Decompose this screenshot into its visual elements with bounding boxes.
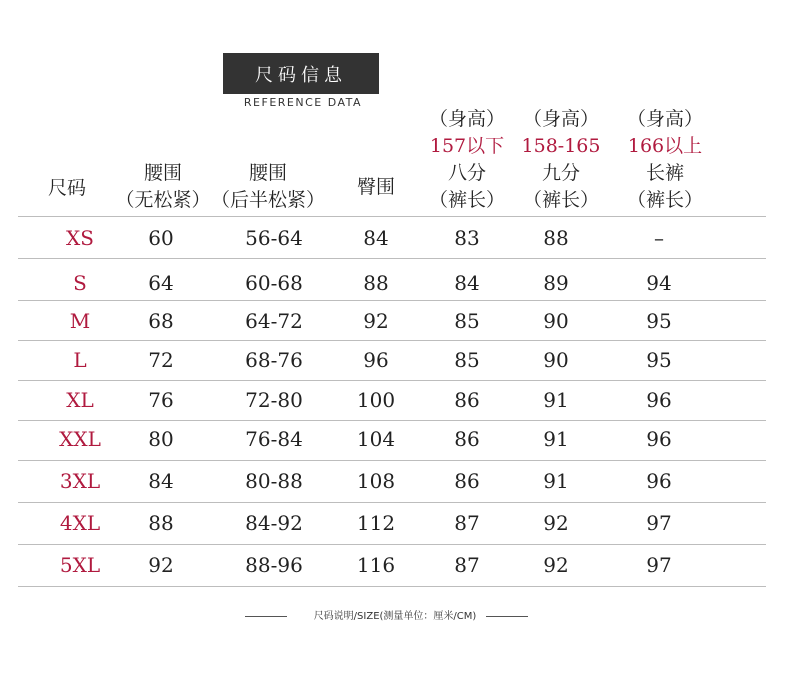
table-cell: 97 xyxy=(646,553,672,577)
table-cell: 86 xyxy=(454,469,480,493)
table-cell: 108 xyxy=(356,469,396,493)
table-cell: 97 xyxy=(646,511,672,535)
table-cell: 88-96 xyxy=(245,553,303,577)
table-cell: 80 xyxy=(148,427,174,451)
table-cell: 90 xyxy=(543,348,569,372)
row-divider xyxy=(18,544,766,545)
row-divider xyxy=(18,586,766,587)
table-cell: 87 xyxy=(454,511,480,535)
table-cell: 92 xyxy=(543,511,569,535)
table-cell: 60 xyxy=(148,226,174,250)
size-label: 5XL xyxy=(59,553,101,577)
table-cell: 83 xyxy=(454,226,480,250)
table-cell: 100 xyxy=(356,388,396,412)
header-pants-long: （身高） 166以上 长裤 （裤长） xyxy=(626,108,704,211)
table-cell: 85 xyxy=(454,309,480,333)
table-cell: 88 xyxy=(148,511,174,535)
header-pants-9: （身高） 158-165 九分 （裤长） xyxy=(521,108,601,211)
table-cell: 96 xyxy=(646,427,672,451)
header-hip: 臀围 xyxy=(356,176,396,198)
table-cell: 84 xyxy=(454,271,480,295)
table-cell: 76 xyxy=(148,388,174,412)
size-label: L xyxy=(73,348,87,372)
header-waist-fixed: 腰围 （无松紧） xyxy=(115,162,211,211)
table-cell: 72 xyxy=(148,348,174,372)
row-divider xyxy=(18,460,766,461)
table-cell: 96 xyxy=(363,348,389,372)
table-cell: 116 xyxy=(356,553,396,577)
table-cell: 92 xyxy=(148,553,174,577)
table-cell: 64-72 xyxy=(245,309,303,333)
table-cell: 84 xyxy=(363,226,389,250)
table-cell: 84 xyxy=(148,469,174,493)
size-label: M xyxy=(69,309,91,333)
table-cell: 96 xyxy=(646,469,672,493)
table-cell: 56-64 xyxy=(245,226,303,250)
table-cell: – xyxy=(654,226,664,250)
table-cell: 96 xyxy=(646,388,672,412)
row-divider xyxy=(18,340,766,341)
row-divider xyxy=(18,420,766,421)
row-divider xyxy=(18,216,766,217)
size-label: 4XL xyxy=(59,511,101,535)
size-label: XL xyxy=(66,388,94,412)
row-divider xyxy=(18,300,766,301)
size-label: S xyxy=(73,271,87,295)
table-cell: 92 xyxy=(543,553,569,577)
table-cell: 68 xyxy=(148,309,174,333)
page-title: 尺码信息 xyxy=(223,53,379,94)
table-cell: 84-92 xyxy=(245,511,303,535)
footer-line-right xyxy=(486,616,528,617)
header-pants-8: （身高） 157以下 八分 （裤长） xyxy=(428,108,506,211)
header-waist-elastic: 腰围 （后半松紧） xyxy=(210,162,326,211)
table-cell: 80-88 xyxy=(245,469,303,493)
table-cell: 91 xyxy=(543,469,569,493)
table-cell: 64 xyxy=(148,271,174,295)
table-cell: 94 xyxy=(646,271,672,295)
row-divider xyxy=(18,502,766,503)
size-label: 3XL xyxy=(59,469,101,493)
row-divider xyxy=(18,380,766,381)
table-cell: 72-80 xyxy=(245,388,303,412)
table-cell: 90 xyxy=(543,309,569,333)
table-cell: 91 xyxy=(543,388,569,412)
table-cell: 95 xyxy=(646,348,672,372)
table-cell: 86 xyxy=(454,427,480,451)
size-label: XS xyxy=(66,226,94,250)
row-divider xyxy=(18,258,766,259)
size-label: XXL xyxy=(59,427,101,451)
table-cell: 86 xyxy=(454,388,480,412)
table-cell: 89 xyxy=(543,271,569,295)
table-cell: 88 xyxy=(363,271,389,295)
footer-note: 尺码说明/SIZE(测量单位：厘米/CM) xyxy=(313,611,477,622)
header-size: 尺码 xyxy=(47,177,87,199)
table-cell: 60-68 xyxy=(245,271,303,295)
table-cell: 95 xyxy=(646,309,672,333)
table-cell: 88 xyxy=(543,226,569,250)
table-cell: 104 xyxy=(356,427,396,451)
table-cell: 68-76 xyxy=(245,348,303,372)
page-subtitle: REFERENCE DATA xyxy=(243,96,363,109)
table-cell: 92 xyxy=(363,309,389,333)
table-cell: 87 xyxy=(454,553,480,577)
table-cell: 91 xyxy=(543,427,569,451)
table-cell: 112 xyxy=(356,511,396,535)
table-cell: 85 xyxy=(454,348,480,372)
table-cell: 76-84 xyxy=(245,427,303,451)
